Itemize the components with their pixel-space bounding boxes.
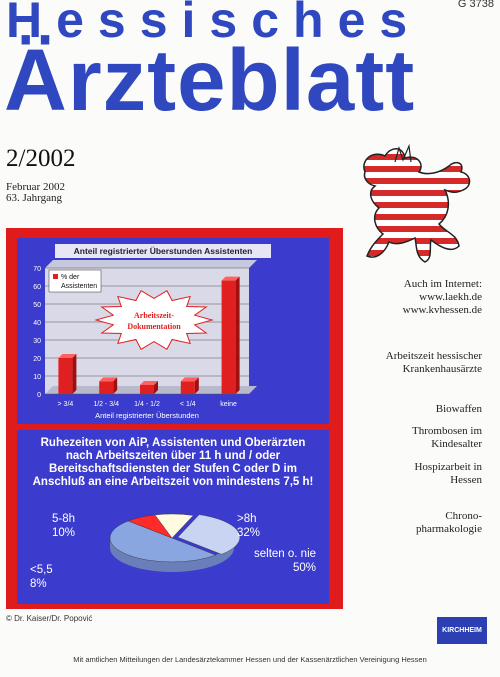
- bar-chart-title: Anteil registrierter Überstunden Assistenten: [55, 244, 271, 258]
- callout-text: Arbeitszeit-: [134, 311, 174, 320]
- url-kvhessen[interactable]: www.kvhessen.de: [402, 304, 482, 316]
- issue-date-block: [6, 182, 65, 204]
- hessian-lion-emblem: [355, 142, 485, 267]
- bar: [58, 358, 72, 394]
- pie-label-5-5: <5,5 8%: [30, 564, 53, 590]
- pie-label-5-8h: 5-8h 10%: [52, 513, 76, 539]
- footer-note: Mit amtlichen Mitteilungen der Landesärztekammer Hessen und der Kassenärztlichen Vereinigung Hessen: [73, 655, 427, 664]
- url-laekh[interactable]: www.laekh.de: [419, 291, 482, 303]
- photo-credit: © Dr. Kaiser/Dr. Popović: [6, 614, 93, 623]
- y-tick-label: 0: [37, 392, 41, 399]
- bar: [181, 381, 195, 394]
- y-tick-label: 10: [33, 374, 41, 381]
- x-tick-label: 1/4 - 1/2: [134, 401, 160, 408]
- masthead-line1: Hessisches: [6, 0, 422, 48]
- x-axis-label: Anteil registrierter Überstunden: [95, 411, 199, 420]
- y-tick-label: 20: [33, 356, 41, 363]
- x-tick-label: 1/2 - 3/4: [93, 401, 120, 408]
- pie-label-8h: >8h 32%: [237, 513, 261, 539]
- issue-number: 2/2002: [6, 145, 76, 172]
- internet-block: [350, 278, 482, 317]
- y-tick-label: 30: [33, 338, 41, 345]
- legend-label: Assistenten: [61, 283, 98, 290]
- bar: [140, 385, 154, 394]
- topic-3: Thrombosen im Kindesalter: [412, 425, 482, 450]
- issue-date: Februar 2002: [6, 181, 65, 193]
- bar-chart: [17, 258, 329, 424]
- pie-label-selten: selten o. nie 50%: [254, 548, 317, 574]
- topic-5: Chrono-pharmakologie: [416, 510, 482, 535]
- bar-side: [72, 354, 76, 394]
- x-tick-label: keine: [220, 401, 237, 408]
- y-tick-label: 70: [33, 266, 41, 273]
- y-tick-label: 40: [33, 320, 41, 327]
- publisher-logo: KIRCHHEIM: [437, 617, 487, 644]
- topic-1: Arbeitszeit hessischer Krankenhausärzte: [385, 350, 482, 375]
- topic-2: Biowaffen: [435, 403, 482, 415]
- pie-chart-title: Ruhezeiten von AiP, Assistenten und Oberärzten nach Arbeitszeiten über 11 h und / oder Bereitschaftsdiensten der Stufen C oder D im Anschluß an eine Arbeitszeit von mindestens 7,5 h!: [32, 437, 314, 488]
- bar: [222, 281, 236, 394]
- x-tick-label: > 3/4: [57, 401, 74, 408]
- legend-swatch: [53, 274, 58, 279]
- y-tick-label: 50: [33, 302, 41, 309]
- bar-side: [236, 277, 240, 394]
- callout-text: Dokumentation: [127, 322, 181, 331]
- issn-code: G 3738: [457, 0, 494, 10]
- bar: [99, 381, 113, 394]
- topic-4: Hospizarbeit in Hessen: [414, 461, 482, 486]
- plot-wall-top: [45, 260, 257, 268]
- issue-volume: 63. Jahrgang: [6, 192, 63, 204]
- legend-label: % der: [61, 274, 80, 281]
- y-tick-label: 60: [33, 284, 41, 291]
- x-tick-label: < 1/4: [179, 401, 196, 408]
- internet-label: Auch im Internet:: [403, 278, 482, 290]
- masthead-title: Ärzteblatt: [4, 32, 416, 129]
